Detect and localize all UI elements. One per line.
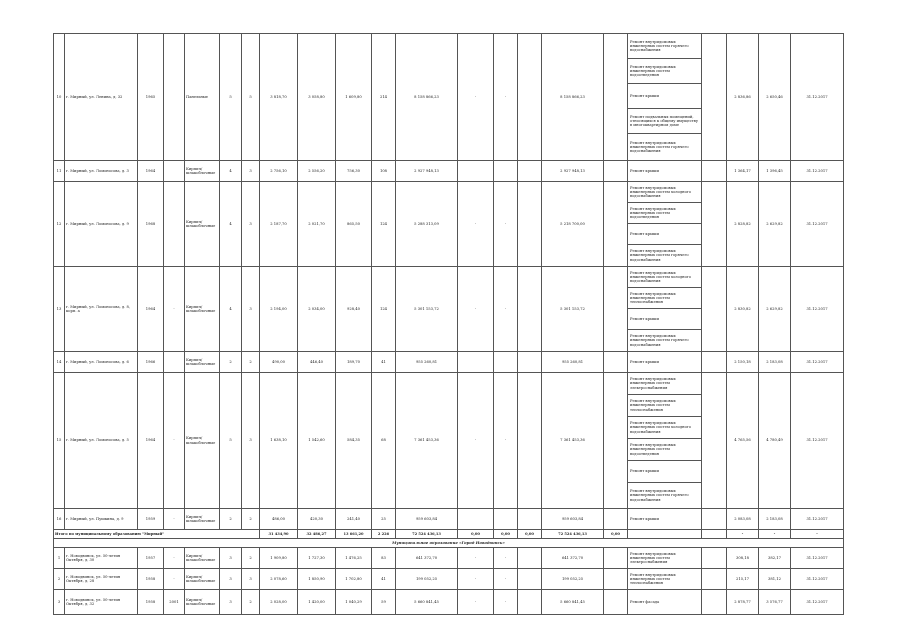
private-area-sum-cell: 13 661,20 bbox=[336, 530, 372, 539]
unit-cost-cell: 2 836,86 bbox=[727, 34, 759, 161]
deadline-cell: 31.12.2017 bbox=[791, 569, 844, 590]
register-body bbox=[54, 34, 844, 615]
private-area-cell: 756,30 bbox=[336, 161, 372, 182]
row-number-cell: 15 bbox=[54, 373, 65, 509]
year-built-cell: 1964 bbox=[138, 161, 164, 182]
work-type-cell: Ремонт внутридомовых инженерных систем водоотведения bbox=[628, 203, 702, 224]
municipal-budget-cell bbox=[518, 509, 542, 530]
wall-material-cell: Кирпич/ шлакоблочные bbox=[185, 373, 220, 509]
table-row bbox=[54, 373, 844, 395]
regional-budget-cell: - bbox=[494, 373, 518, 509]
residents-cell: 214 bbox=[372, 34, 396, 161]
work-type-cell: Ремонт внутридомовых инженерных систем холодного водоснабжения bbox=[628, 267, 702, 288]
residents-cell: 83 bbox=[372, 548, 396, 569]
regional-budget-cell bbox=[494, 161, 518, 182]
deadline-cell: 31.12.2017 bbox=[791, 182, 844, 267]
living-area-cell: 1 420,00 bbox=[298, 590, 336, 615]
limit-cost-sum-cell: - bbox=[759, 530, 791, 539]
unit-cost-cell: 308,18 bbox=[727, 548, 759, 569]
table-row bbox=[54, 548, 844, 569]
entrances-cell: 2 bbox=[242, 590, 260, 615]
owners-funds-cell: 2 927 948,13 bbox=[542, 161, 604, 182]
owners-funds-cell: 8 158 866,23 bbox=[542, 34, 604, 161]
municipal-budget-cell bbox=[518, 352, 542, 373]
empty-cell bbox=[628, 530, 702, 539]
extra-sum-cell: 0,00 bbox=[604, 530, 628, 539]
floors-cell: 3 bbox=[220, 569, 242, 590]
limit-cost-cell: 1 396,45 bbox=[759, 161, 791, 182]
row-number-cell: 10 bbox=[54, 34, 65, 161]
year-reconstruction-cell bbox=[164, 161, 185, 182]
address-cell: г. Мирный, ул. Ломоносова, д. 5 bbox=[65, 373, 138, 509]
work-type-cell: Ремонт крыши bbox=[628, 509, 702, 530]
limit-cost-cell: 2 183,08 bbox=[759, 352, 791, 373]
regional-budget-sum-cell: 0,00 bbox=[494, 530, 518, 539]
year-reconstruction-cell bbox=[164, 182, 185, 267]
unit-cost-cell: 2 830,82 bbox=[727, 267, 759, 352]
fund-support-cell: - bbox=[458, 373, 494, 509]
empty-cell bbox=[604, 548, 628, 569]
year-built-cell: 1964 bbox=[138, 267, 164, 352]
repair-cost-total-cell: 5 301 153,72 bbox=[396, 267, 458, 352]
deadline-cell: 31.12.2017 bbox=[791, 352, 844, 373]
work-type-cell: Ремонт внутридомовых инженерных систем теплоснабжения bbox=[628, 395, 702, 417]
fund-support-cell bbox=[458, 161, 494, 182]
table-row bbox=[54, 182, 844, 203]
fund-support-cell: - bbox=[458, 569, 494, 590]
private-area-cell: 241,40 bbox=[336, 509, 372, 530]
row-number-cell: 12 bbox=[54, 182, 65, 267]
repair-cost-total-cell: 955 260,81 bbox=[396, 352, 458, 373]
row-number-cell: 13 bbox=[54, 267, 65, 352]
private-area-cell: 1 702,80 bbox=[336, 569, 372, 590]
wall-material-cell: Кирпич/ шлакоблочные bbox=[185, 509, 220, 530]
municipal-budget-cell bbox=[518, 548, 542, 569]
address-cell: г. Новодвинск, ул. 50-летия Октября, д. 32 bbox=[65, 590, 138, 615]
unit-cost-cell: 2 083,08 bbox=[727, 509, 759, 530]
work-type-cell: Ремонт внутридомовых инженерных систем горячего водоснабжения bbox=[628, 134, 702, 161]
floors-cell: 5 bbox=[220, 34, 242, 161]
year-built-cell: 1957 bbox=[138, 548, 164, 569]
total-area-cell: 486,00 bbox=[260, 509, 298, 530]
living-area-cell: 3 058,80 bbox=[298, 34, 336, 161]
unit-cost-cell: 2 878,77 bbox=[727, 590, 759, 615]
owners-funds-cell: 955 260,81 bbox=[542, 352, 604, 373]
limit-cost-cell: 2 629,82 bbox=[759, 182, 791, 267]
table-row bbox=[54, 569, 844, 590]
work-type-cell: Ремонт крыши bbox=[628, 461, 702, 483]
municipal-budget-sum-cell: 0,00 bbox=[518, 530, 542, 539]
year-reconstruction-cell: - bbox=[164, 569, 185, 590]
year-built-cell: 1966 bbox=[138, 352, 164, 373]
work-type-cell: Ремонт внутридомовых инженерных систем водоотведения bbox=[628, 439, 702, 461]
year-reconstruction-cell bbox=[164, 34, 185, 161]
empty-cell bbox=[604, 161, 628, 182]
living-area-cell: 446,40 bbox=[298, 352, 336, 373]
regional-budget-cell: - bbox=[494, 34, 518, 161]
address-cell: г. Новодвинск, ул. 50-летия Октября, д. 30 bbox=[65, 548, 138, 569]
work-type-cell: Ремонт внутридомовых инженерных систем электроснабжения bbox=[628, 373, 702, 395]
floors-cell: 3 bbox=[220, 590, 242, 615]
work-type-cell: Ремонт внутридомовых инженерных систем теплоснабжения bbox=[628, 288, 702, 309]
total-area-cell: 1 909,80 bbox=[260, 548, 298, 569]
municipal-budget-cell bbox=[518, 569, 542, 590]
deadline-cell: 31.12.2017 bbox=[791, 590, 844, 615]
entrances-cell: 3 bbox=[242, 161, 260, 182]
empty-cell bbox=[702, 590, 727, 615]
address-cell: г. Мирный, ул. Ломоносова, д. 6 bbox=[65, 352, 138, 373]
residents-cell: 124 bbox=[372, 182, 396, 267]
work-type-cell: Ремонт внутридомовых инженерных систем электроснабжения bbox=[628, 548, 702, 569]
residents-cell: 25 bbox=[372, 509, 396, 530]
work-type-cell: Ремонт крыши bbox=[628, 309, 702, 330]
residents-cell: 41 bbox=[372, 569, 396, 590]
floors-cell: 2 bbox=[220, 509, 242, 530]
residents-cell: 68 bbox=[372, 373, 396, 509]
entrances-cell: 3 bbox=[242, 267, 260, 352]
table-row bbox=[54, 509, 844, 530]
work-type-cell: Ремонт внутридомовых инженерных систем горячего водоснабжения bbox=[628, 34, 702, 59]
address-cell: г. Новодвинск, ул. 50-летия Октября, д. 28 bbox=[65, 569, 138, 590]
entrances-cell: 5 bbox=[242, 34, 260, 161]
wall-material-cell: Кирпич/ шлакоблочные bbox=[185, 182, 220, 267]
living-area-cell: 2 034,00 bbox=[298, 267, 336, 352]
row-number-cell: 2 bbox=[54, 569, 65, 590]
owners-funds-cell: 5 218 700,00 bbox=[542, 182, 604, 267]
empty-cell bbox=[604, 373, 628, 509]
total-area-cell: 2 756,10 bbox=[260, 161, 298, 182]
empty-cell bbox=[702, 182, 727, 267]
wall-material-cell: Кирпич/ шлакоблочные bbox=[185, 548, 220, 569]
fund-support-sum-cell: 0,00 bbox=[458, 530, 494, 539]
entrances-cell: 3 bbox=[242, 569, 260, 590]
table-row bbox=[54, 267, 844, 288]
municipal-budget-cell bbox=[518, 34, 542, 161]
total-area-cell: 2 187,70 bbox=[260, 182, 298, 267]
row-number-cell: 11 bbox=[54, 161, 65, 182]
wall-material-cell: Кирпич/ шлакоблочные bbox=[185, 267, 220, 352]
entrances-cell: 2 bbox=[242, 509, 260, 530]
residents-cell: 59 bbox=[372, 590, 396, 615]
fund-support-cell: - bbox=[458, 182, 494, 267]
regional-budget-cell bbox=[494, 352, 518, 373]
deadline-cell: 31.12.2017 bbox=[791, 267, 844, 352]
empty-cell bbox=[702, 530, 727, 539]
municipal-budget-cell bbox=[518, 161, 542, 182]
empty-cell bbox=[702, 267, 727, 352]
living-area-cell: 420,30 bbox=[298, 509, 336, 530]
repair-cost-total-cell: 641 372,70 bbox=[396, 548, 458, 569]
repair-cost-total-cell: 199 052,25 bbox=[396, 569, 458, 590]
address-cell: г. Мирный, ул. Пушкина, д. 9 bbox=[65, 509, 138, 530]
empty-cell bbox=[702, 34, 727, 161]
living-area-cell: 1 542,60 bbox=[298, 373, 336, 509]
empty-cell bbox=[604, 590, 628, 615]
unit-cost-cell: 2 150,18 bbox=[727, 352, 759, 373]
private-area-cell: 865,50 bbox=[336, 182, 372, 267]
total-label-cell: Итого по муниципальному образованию "Мирный" bbox=[54, 530, 260, 539]
regional-budget-cell: - bbox=[494, 267, 518, 352]
living-area-sum-cell: 32 486,27 bbox=[298, 530, 336, 539]
living-area-cell: 2 556,20 bbox=[298, 161, 336, 182]
deadline-sum-cell: - bbox=[791, 530, 844, 539]
address-cell: г. Мирный, ул. Ломоносова, д. 3 bbox=[65, 161, 138, 182]
repair-cost-total-cell: 5 660 841,45 bbox=[396, 590, 458, 615]
owners-funds-cell: 959 603,84 bbox=[542, 509, 604, 530]
regional-budget-cell bbox=[494, 509, 518, 530]
row-number-cell: 14 bbox=[54, 352, 65, 373]
floors-cell: 4 bbox=[220, 182, 242, 267]
unit-cost-cell: 4 765,56 bbox=[727, 373, 759, 509]
owners-funds-cell: 7 361 453,36 bbox=[542, 373, 604, 509]
deadline-cell: 31.12.2017 bbox=[791, 34, 844, 161]
empty-cell bbox=[702, 509, 727, 530]
entrances-cell: 2 bbox=[242, 548, 260, 569]
limit-cost-cell: 2 629,82 bbox=[759, 267, 791, 352]
repair-cost-total-cell: 7 361 453,36 bbox=[396, 373, 458, 509]
work-type-cell: Ремонт внутридомовых инженерных систем горячего водоснабжения bbox=[628, 483, 702, 509]
fund-support-cell bbox=[458, 509, 494, 530]
total-area-cell: 3 818,70 bbox=[260, 34, 298, 161]
limit-cost-cell: 382,17 bbox=[759, 548, 791, 569]
work-type-cell: Ремонт внутридомовых инженерных систем горячего водоснабжения bbox=[628, 330, 702, 352]
empty-cell bbox=[702, 352, 727, 373]
deadline-cell: 31.12.2017 bbox=[791, 548, 844, 569]
entrances-cell: 2 bbox=[242, 352, 260, 373]
year-reconstruction-cell: - bbox=[164, 373, 185, 509]
total-area-cell: 2 078,60 bbox=[260, 569, 298, 590]
work-type-cell: Ремонт крыши bbox=[628, 352, 702, 373]
municipal-budget-cell bbox=[518, 373, 542, 509]
deadline-cell: 31.12.2017 bbox=[791, 509, 844, 530]
total-row bbox=[54, 530, 844, 539]
table-row bbox=[54, 590, 844, 615]
limit-cost-cell: 381,12 bbox=[759, 569, 791, 590]
work-type-cell: Ремонт внутридомовых инженерных систем холодного водоснабжения bbox=[628, 417, 702, 439]
wall-material-cell: Кирпич/ шлакоблочные bbox=[185, 161, 220, 182]
private-area-cell: 1 609,80 bbox=[336, 34, 372, 161]
total-area-cell: 490,00 bbox=[260, 352, 298, 373]
row-number-cell: 16 bbox=[54, 509, 65, 530]
floors-cell: 2 bbox=[220, 352, 242, 373]
empty-cell bbox=[604, 352, 628, 373]
fund-support-cell: - bbox=[458, 34, 494, 161]
year-reconstruction-cell: - bbox=[164, 267, 185, 352]
repair-cost-total-cell: 959 603,84 bbox=[396, 509, 458, 530]
living-area-cell: 1 727,30 bbox=[298, 548, 336, 569]
row-number-cell: 1 bbox=[54, 548, 65, 569]
total-area-cell: 2 194,00 bbox=[260, 267, 298, 352]
owners-funds-sum-cell: 72 524 436,13 bbox=[542, 530, 604, 539]
residents-sum-cell: 2 226 bbox=[372, 530, 396, 539]
work-type-cell: Ремонт внутридомовых инженерных систем водоотведения bbox=[628, 59, 702, 84]
regional-budget-cell: - bbox=[494, 182, 518, 267]
owners-funds-cell: 5 660 841,45 bbox=[542, 590, 604, 615]
capital-repair-register-table bbox=[53, 33, 844, 615]
empty-cell bbox=[702, 373, 727, 509]
living-area-cell: 1 850,90 bbox=[298, 569, 336, 590]
work-type-cell: Ремонт крыши bbox=[628, 84, 702, 109]
wall-material-cell: Кирпич/ шлакоблочные bbox=[185, 590, 220, 615]
empty-cell bbox=[702, 161, 727, 182]
empty-cell bbox=[702, 569, 727, 590]
repair-cost-total-cell: 2 927 948,13 bbox=[396, 161, 458, 182]
private-area-cell: 1 040,29 bbox=[336, 590, 372, 615]
year-reconstruction-cell: - bbox=[164, 509, 185, 530]
entrances-cell: 3 bbox=[242, 182, 260, 267]
work-type-cell: Ремонт внутридомовых инженерных систем теплоснабжения bbox=[628, 569, 702, 590]
municipal-budget-cell bbox=[518, 182, 542, 267]
wall-material-cell: Панельные bbox=[185, 34, 220, 161]
floors-cell: 4 bbox=[220, 161, 242, 182]
private-area-cell: 189,70 bbox=[336, 352, 372, 373]
limit-cost-cell: 2 183,08 bbox=[759, 509, 791, 530]
wall-material-cell: Кирпич/ шлакоблочные bbox=[185, 352, 220, 373]
wall-material-cell: Кирпич/ шлакоблочные bbox=[185, 569, 220, 590]
private-area-cell: 928,40 bbox=[336, 267, 372, 352]
row-number-cell: 3 bbox=[54, 590, 65, 615]
limit-cost-cell: 4 780,49 bbox=[759, 373, 791, 509]
year-built-cell: 1959 bbox=[138, 509, 164, 530]
work-type-cell: Ремонт подвальных помещений, относящихся к общему имуществу в многоквартирном доме bbox=[628, 109, 702, 134]
regional-budget-cell: - bbox=[494, 548, 518, 569]
year-reconstruction-cell bbox=[164, 352, 185, 373]
table-row bbox=[54, 161, 844, 182]
unit-cost-cell: 1 364,17 bbox=[727, 161, 759, 182]
unit-cost-cell: 215,17 bbox=[727, 569, 759, 590]
total-area-cell: 1 638,10 bbox=[260, 373, 298, 509]
residents-cell: 124 bbox=[372, 267, 396, 352]
year-built-cell: 1958 bbox=[138, 569, 164, 590]
unit-cost-cell: 2 828,82 bbox=[727, 182, 759, 267]
work-type-cell: Ремонт фасада bbox=[628, 590, 702, 615]
residents-cell: 108 bbox=[372, 161, 396, 182]
owners-funds-cell: 199 052,25 bbox=[542, 569, 604, 590]
empty-cell bbox=[604, 34, 628, 161]
table-row bbox=[54, 34, 844, 59]
work-type-cell: Ремонт внутридомовых инженерных систем холодного водоснабжения bbox=[628, 182, 702, 203]
municipal-budget-cell bbox=[518, 267, 542, 352]
fund-support-cell bbox=[458, 352, 494, 373]
deadline-cell: 31.12.2017 bbox=[791, 373, 844, 509]
year-built-cell: 1964 bbox=[138, 373, 164, 509]
work-type-cell: Ремонт крыши bbox=[628, 161, 702, 182]
regional-budget-cell: - bbox=[494, 569, 518, 590]
empty-cell bbox=[604, 182, 628, 267]
regional-budget-cell: - bbox=[494, 590, 518, 615]
repair-cost-total-cell: 5 288 313,09 bbox=[396, 182, 458, 267]
repair-cost-total-cell: 8 158 866,23 bbox=[396, 34, 458, 161]
unit-cost-sum-cell: - bbox=[727, 530, 759, 539]
total-area-cell: 2 028,00 bbox=[260, 590, 298, 615]
residents-cell: 41 bbox=[372, 352, 396, 373]
total-area-sum-cell: 31 434,90 bbox=[260, 530, 298, 539]
fund-support-cell: - bbox=[458, 590, 494, 615]
year-built-cell: 1965 bbox=[138, 34, 164, 161]
address-cell: г. Мирный, ул. Ленина, д. 32 bbox=[65, 34, 138, 161]
floors-cell: 3 bbox=[220, 548, 242, 569]
limit-cost-cell: 3 576,77 bbox=[759, 590, 791, 615]
owners-funds-cell: 5 301 153,72 bbox=[542, 267, 604, 352]
empty-cell bbox=[604, 509, 628, 530]
year-reconstruction-cell: - bbox=[164, 548, 185, 569]
empty-cell bbox=[604, 267, 628, 352]
municipality-header-row bbox=[54, 539, 844, 548]
empty-cell bbox=[702, 548, 727, 569]
municipality-title: Муниципальное образование «Город Новодвинск» bbox=[54, 539, 844, 548]
work-type-cell: Ремонт крыши bbox=[628, 224, 702, 245]
address-cell: г. Мирный, ул. Ломоносова, д. 9 bbox=[65, 182, 138, 267]
floors-cell: 5 bbox=[220, 373, 242, 509]
repair-cost-sum-cell: 72 524 436,13 bbox=[396, 530, 458, 539]
work-type-cell: Ремонт внутридомовых инженерных систем горячего водоснабжения bbox=[628, 245, 702, 267]
entrances-cell: 3 bbox=[242, 373, 260, 509]
year-built-cell: 1958 bbox=[138, 590, 164, 615]
floors-cell: 4 bbox=[220, 267, 242, 352]
fund-support-cell: - bbox=[458, 548, 494, 569]
year-built-cell: 1968 bbox=[138, 182, 164, 267]
limit-cost-cell: 2 650,46 bbox=[759, 34, 791, 161]
living-area-cell: 2 021,70 bbox=[298, 182, 336, 267]
empty-cell bbox=[604, 569, 628, 590]
municipal-budget-cell bbox=[518, 590, 542, 615]
deadline-cell: 31.12.2017 bbox=[791, 161, 844, 182]
private-area-cell: 1 476,25 bbox=[336, 548, 372, 569]
table-row bbox=[54, 352, 844, 373]
year-reconstruction-cell: 2001 bbox=[164, 590, 185, 615]
owners-funds-cell: 641 372,70 bbox=[542, 548, 604, 569]
private-area-cell: 584,35 bbox=[336, 373, 372, 509]
address-cell: г. Мирный, ул. Ломоносова, д. 8, корп. а bbox=[65, 267, 138, 352]
fund-support-cell: - bbox=[458, 267, 494, 352]
